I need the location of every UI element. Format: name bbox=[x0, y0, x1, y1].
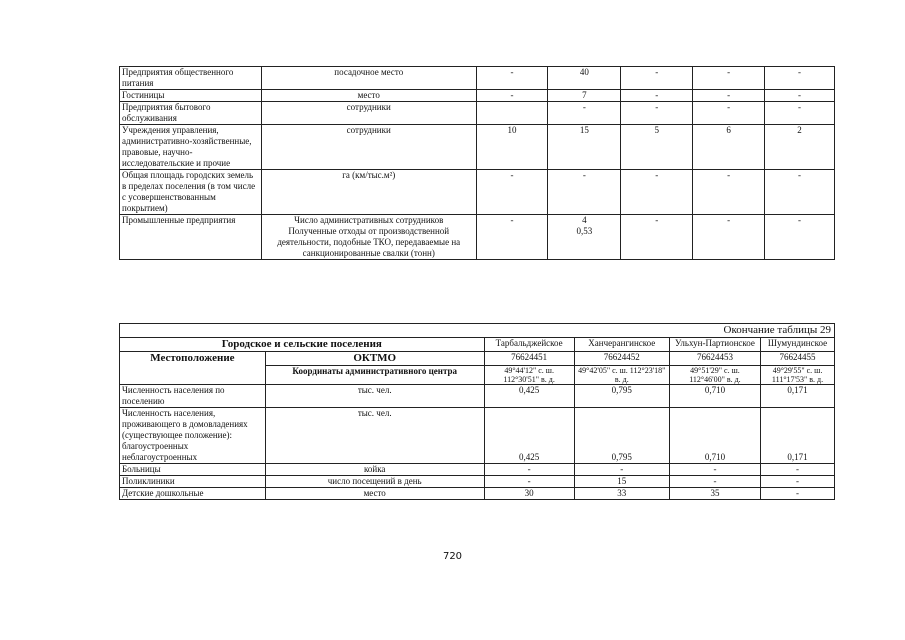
cell-value: - bbox=[574, 464, 669, 476]
row-unit: га (км/тыс.м²) bbox=[261, 170, 476, 215]
row-unit: тыс. чел. bbox=[265, 408, 484, 464]
cell-value: 7 bbox=[548, 90, 621, 102]
cell-value: - bbox=[669, 464, 760, 476]
row-unit: сотрудники bbox=[261, 102, 476, 125]
cell-value: - bbox=[765, 102, 835, 125]
unit-waste: Полученные отходы от производственной деятельности, подобные ТКО, передаваемые на санкционированные свалки (тонн) bbox=[277, 226, 461, 258]
table-row bbox=[120, 385, 835, 408]
row-unit: тыс. чел. bbox=[265, 385, 484, 408]
cell-value: 6 bbox=[693, 125, 765, 170]
cell-value: 0,425 bbox=[484, 408, 574, 464]
cell-value: - bbox=[476, 170, 548, 215]
cell-value: 0,710 bbox=[669, 385, 760, 408]
cell-value: 5 bbox=[621, 125, 693, 170]
location-label: Местоположение bbox=[120, 352, 266, 385]
table-services bbox=[119, 66, 835, 260]
cell-value: 0,795 bbox=[574, 385, 669, 408]
cell-value: 0,425 bbox=[484, 385, 574, 408]
cell-value: - bbox=[693, 67, 765, 90]
cell-value: - bbox=[761, 464, 835, 476]
cell-value: 2 bbox=[765, 125, 835, 170]
row-name: Больницы bbox=[120, 464, 266, 476]
unit-admin-staff: Число административных сотрудников bbox=[294, 215, 444, 225]
table-row bbox=[120, 125, 835, 170]
cell-value: 35 bbox=[669, 488, 760, 500]
row-unit: место bbox=[261, 90, 476, 102]
coords-value: 49°29'55" с. ш. 111°17'53" в. д. bbox=[761, 366, 835, 385]
cell-value: 10 bbox=[476, 125, 548, 170]
cell-value: - bbox=[765, 90, 835, 102]
row-name: Предприятия бытового обслуживания bbox=[120, 102, 262, 125]
table-row bbox=[120, 67, 835, 90]
cell-value: 33 bbox=[574, 488, 669, 500]
row-unit: койка bbox=[265, 464, 484, 476]
row-name: Промышленные предприятия bbox=[120, 215, 262, 260]
cell-value: - bbox=[765, 170, 835, 215]
cell-value: 0,171 bbox=[761, 385, 835, 408]
cell-value: 0,171 bbox=[761, 408, 835, 464]
column-header: Тарбальджейское bbox=[484, 338, 574, 352]
cell-value: - bbox=[621, 102, 693, 125]
cell-value: - bbox=[484, 464, 574, 476]
cell-value: - bbox=[548, 170, 621, 215]
continuation-caption: Окончание таблицы 29 bbox=[120, 324, 835, 338]
table-row bbox=[120, 464, 835, 476]
cell-value: - bbox=[621, 170, 693, 215]
row-name: Общая площадь городских земель в пределах поселения (в том числе с усовершенствованным покрытием) bbox=[120, 170, 262, 215]
table-header-row bbox=[120, 338, 835, 352]
coords-value: 49°51'29" с. ш. 112°46'00" в. д. bbox=[669, 366, 760, 385]
oktmo-label: ОКТМО bbox=[265, 352, 484, 366]
cell-value: - bbox=[476, 90, 548, 102]
cell-value bbox=[476, 102, 548, 125]
cell-value: - bbox=[693, 215, 765, 260]
table-row bbox=[120, 170, 835, 215]
cell-value: - bbox=[476, 67, 548, 90]
table-row bbox=[120, 476, 835, 488]
cell-value: 40 bbox=[548, 67, 621, 90]
cell-value: - bbox=[765, 215, 835, 260]
cell-value: - bbox=[693, 102, 765, 125]
row-unit: сотрудники bbox=[261, 125, 476, 170]
cell-value: 30 bbox=[484, 488, 574, 500]
row-name: Гостиницы bbox=[120, 90, 262, 102]
row-name: Численность населения, проживающего в домовладениях (существующее положение): благоустроенных неблагоустроенных bbox=[120, 408, 266, 464]
row-unit: посадочное место bbox=[261, 67, 476, 90]
cell-value bbox=[548, 215, 621, 260]
table-settlements bbox=[119, 323, 835, 500]
cell-value: - bbox=[693, 90, 765, 102]
column-header: Шумундинское bbox=[761, 338, 835, 352]
cell-value: - bbox=[484, 476, 574, 488]
cell-value: - bbox=[548, 102, 621, 125]
oktmo-value: 76624452 bbox=[574, 352, 669, 366]
cell-value-waste: 0,53 bbox=[576, 226, 593, 236]
cell-value: - bbox=[669, 476, 760, 488]
oktmo-value: 76624451 bbox=[484, 352, 574, 366]
cell-value: 15 bbox=[574, 476, 669, 488]
table-row bbox=[120, 488, 835, 500]
row-name: Предприятия общественного питания bbox=[120, 67, 262, 90]
oktmo-value: 76624455 bbox=[761, 352, 835, 366]
cell-value: - bbox=[621, 67, 693, 90]
cell-value-staff: 4 bbox=[582, 215, 587, 225]
table-row bbox=[120, 215, 835, 260]
header-settlements: Городское и сельские поселения bbox=[120, 338, 485, 352]
cell-value: - bbox=[693, 170, 765, 215]
page-number: 720 bbox=[442, 551, 463, 562]
cell-value: 0,710 bbox=[669, 408, 760, 464]
cell-value: - bbox=[621, 215, 693, 260]
table-row bbox=[120, 324, 835, 338]
cell-value: 15 bbox=[548, 125, 621, 170]
cell-value: - bbox=[476, 215, 548, 260]
column-header: Ульхун-Партионское bbox=[669, 338, 760, 352]
coords-value: 49°42'05" с. ш. 112°23'18" в. д. bbox=[574, 366, 669, 385]
coords-label: Координаты административного центра bbox=[265, 366, 484, 385]
cell-value: - bbox=[761, 476, 835, 488]
row-name: Численность населения по поселению bbox=[120, 385, 266, 408]
cell-value: - bbox=[761, 488, 835, 500]
table-row bbox=[120, 90, 835, 102]
row-name: Поликлиники bbox=[120, 476, 266, 488]
row-name: Учреждения управления, административно-хозяйственные, правовые, научно-исследовательские и прочие bbox=[120, 125, 262, 170]
row-unit: место bbox=[265, 488, 484, 500]
row-name: Детские дошкольные bbox=[120, 488, 266, 500]
table-row bbox=[120, 408, 835, 464]
cell-value: - bbox=[621, 90, 693, 102]
cell-value: 0,795 bbox=[574, 408, 669, 464]
table-row bbox=[120, 352, 835, 366]
table-row bbox=[120, 102, 835, 125]
coords-value: 49°44'12" с. ш. 112°30'51" в. д. bbox=[484, 366, 574, 385]
oktmo-value: 76624453 bbox=[669, 352, 760, 366]
cell-value: - bbox=[765, 67, 835, 90]
row-unit: число посещений в день bbox=[265, 476, 484, 488]
column-header: Ханчерангинское bbox=[574, 338, 669, 352]
row-unit bbox=[261, 215, 476, 260]
